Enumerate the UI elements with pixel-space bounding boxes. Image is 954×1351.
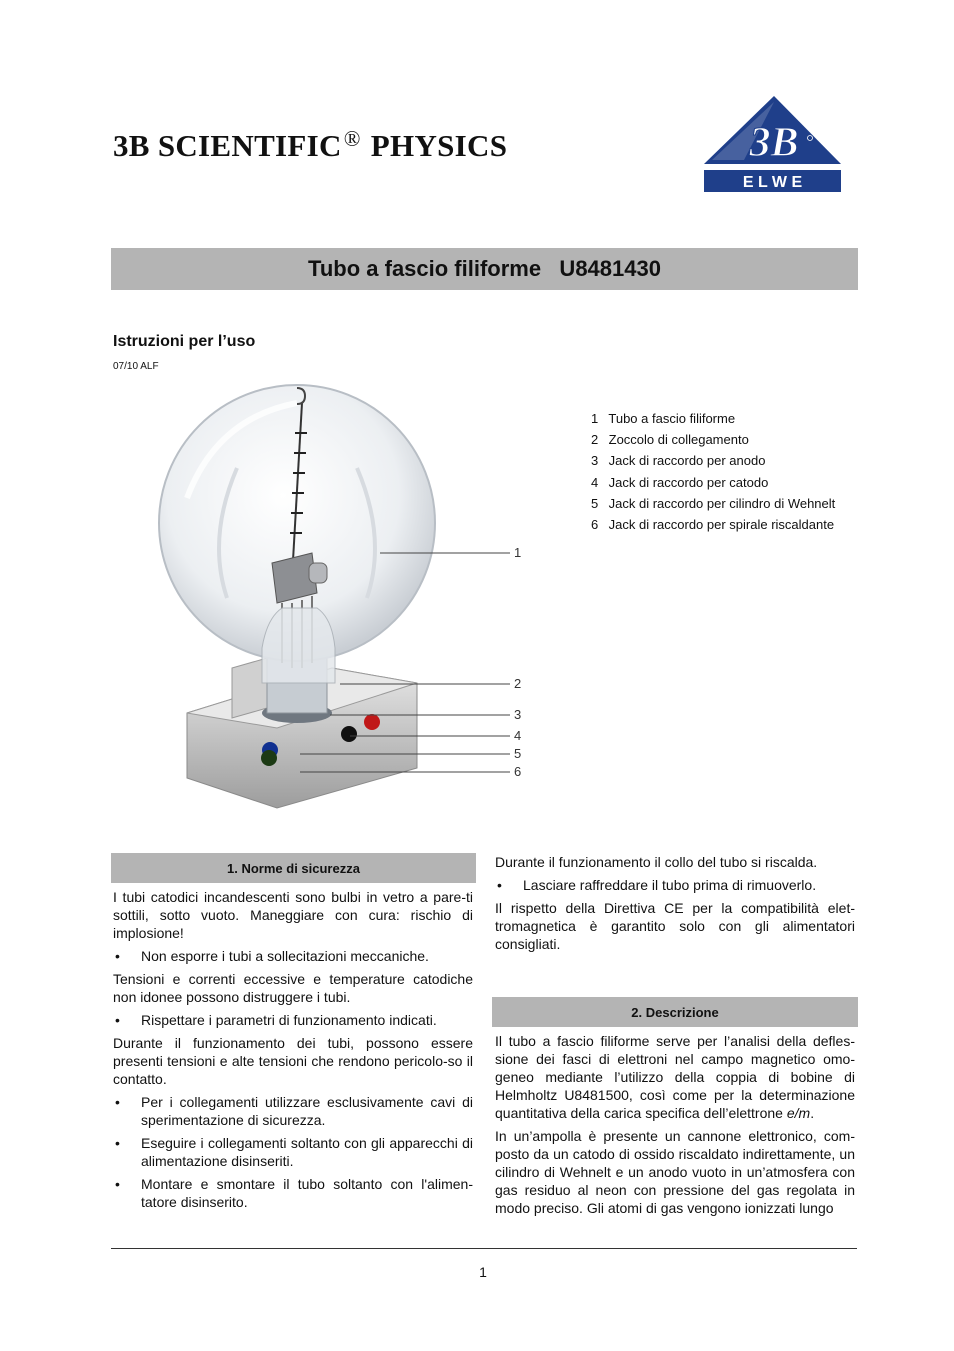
brand-prefix: 3B SCIENTIFIC <box>113 128 342 163</box>
bullet-item: • Rispettare i parametri di funzionamento indicati. <box>113 1011 473 1029</box>
callout-3: 3 <box>514 707 522 722</box>
part-label: Jack di raccordo per cilindro di Wehnelt <box>608 495 836 511</box>
date-code: 07/10 ALF <box>113 361 159 372</box>
callout-lines <box>300 545 520 785</box>
parts-list-item <box>591 450 835 471</box>
section-description-body <box>495 1032 855 1222</box>
part-label: Tubo a fascio filiforme <box>608 411 736 426</box>
part-number: 4 <box>591 474 599 490</box>
bullet-item: • Montare e smontare il tubo soltanto con l'alimen-tatore disinserito. <box>113 1175 473 1211</box>
bullet-item: • Lasciare raffreddare il tubo prima di rimuoverlo. <box>495 876 855 894</box>
document-title: Tubo a fascio filiforme U8481430 <box>308 256 661 281</box>
callout-6: 6 <box>514 764 522 779</box>
parts-list-item <box>591 408 835 429</box>
paragraph: Durante il funzionamento dei tubi, possono essere presenti tensioni e alte tensioni che rendono pericolo-so il contatto. <box>113 1035 473 1087</box>
section-heading-description: 2. Descrizione <box>492 997 858 1027</box>
bullet-item: • Eseguire i collegamenti soltanto con gli apparecchi di alimentazione disinseriti. <box>113 1134 473 1170</box>
part-label: Jack di raccordo per spirale riscaldante <box>608 516 835 532</box>
parts-list <box>591 408 835 535</box>
callout-4: 4 <box>514 728 522 743</box>
paragraph: I tubi catodici incandescenti sono bulbi in vetro a pare-ti sottili, sotto vuoto. Maneggiare con cura: rischio di implosione! <box>113 889 473 941</box>
logo-letters: 3B <box>749 120 799 166</box>
description-text: Il tubo a fascio filiforme serve per l’analisi della defles-sione dei fasci di elettroni nel campo magnetico omo-geneo mediante l’utilizzo della coppia di bobine di Helmholtz U8481500, così come per la determinazione quantitativa della carica specifica dell’elettrone <box>495 1033 855 1121</box>
part-number: 6 <box>591 516 599 532</box>
footer-divider <box>111 1248 857 1249</box>
parts-list-item <box>591 429 835 450</box>
section-heading-safety: 1. Norme di sicurezza <box>111 853 476 883</box>
page-number: 1 <box>479 1264 487 1280</box>
brand-title <box>113 128 507 164</box>
3b-elwe-logo <box>704 96 841 192</box>
logo-band-text: E L W E <box>742 174 803 191</box>
sentence-end: . <box>810 1105 815 1121</box>
paragraph: In un’ampolla è presente un cannone elettronico, com-posto da un catodo di ossido riscaldato indirettamente, un cilindro di Wehnelt e un anodo vuoto in un’atmosfera con gas residuo al neon con pressione del gas regolata in modo preciso. Gli atomi di gas vengono ionizzati lungo <box>495 1128 855 1216</box>
paragraph: Tensioni e correnti eccessive e temperature catodiche non idonee possono distruggere i tubi. <box>113 971 473 1005</box>
part-number: 1 <box>591 411 599 426</box>
part-label: Jack di raccordo per anodo <box>608 453 766 469</box>
part-number: 5 <box>591 495 599 511</box>
callout-5: 5 <box>514 746 522 761</box>
part-label: Jack di raccordo per catodo <box>608 474 769 490</box>
part-number: 2 <box>591 432 599 448</box>
bullet-item: • Per i collegamenti utilizzare esclusivamente cavi di sperimentazione di sicurezza. <box>113 1093 473 1129</box>
part-label: Zoccolo di collegamento <box>608 432 749 448</box>
bullet-item: • Non esporre i tubi a sollecitazioni meccaniche. <box>113 947 473 965</box>
document-title-bar <box>111 248 858 290</box>
registered-mark: ® <box>343 126 361 151</box>
paragraph: Durante il funzionamento il collo del tubo si riscalda. <box>495 854 818 870</box>
section-safety-body <box>113 888 473 1216</box>
brand-suffix: PHYSICS <box>370 128 508 163</box>
right-column-safety-continued <box>495 853 855 958</box>
part-number: 3 <box>591 453 599 469</box>
subtitle: Istruzioni per l’uso <box>113 333 256 350</box>
parts-list-item <box>591 514 835 535</box>
paragraph: Il rispetto della Direttiva CE per la compatibilità elet-tromagnetica è garantito solo con gli alimentatori consigliati. <box>495 900 855 952</box>
paragraph <box>495 1032 855 1122</box>
parts-list-item <box>591 493 835 514</box>
em-symbol: e/m <box>786 1105 811 1121</box>
callout-1: 1 <box>514 545 522 560</box>
callout-2: 2 <box>514 676 522 691</box>
parts-list-item <box>591 472 835 493</box>
